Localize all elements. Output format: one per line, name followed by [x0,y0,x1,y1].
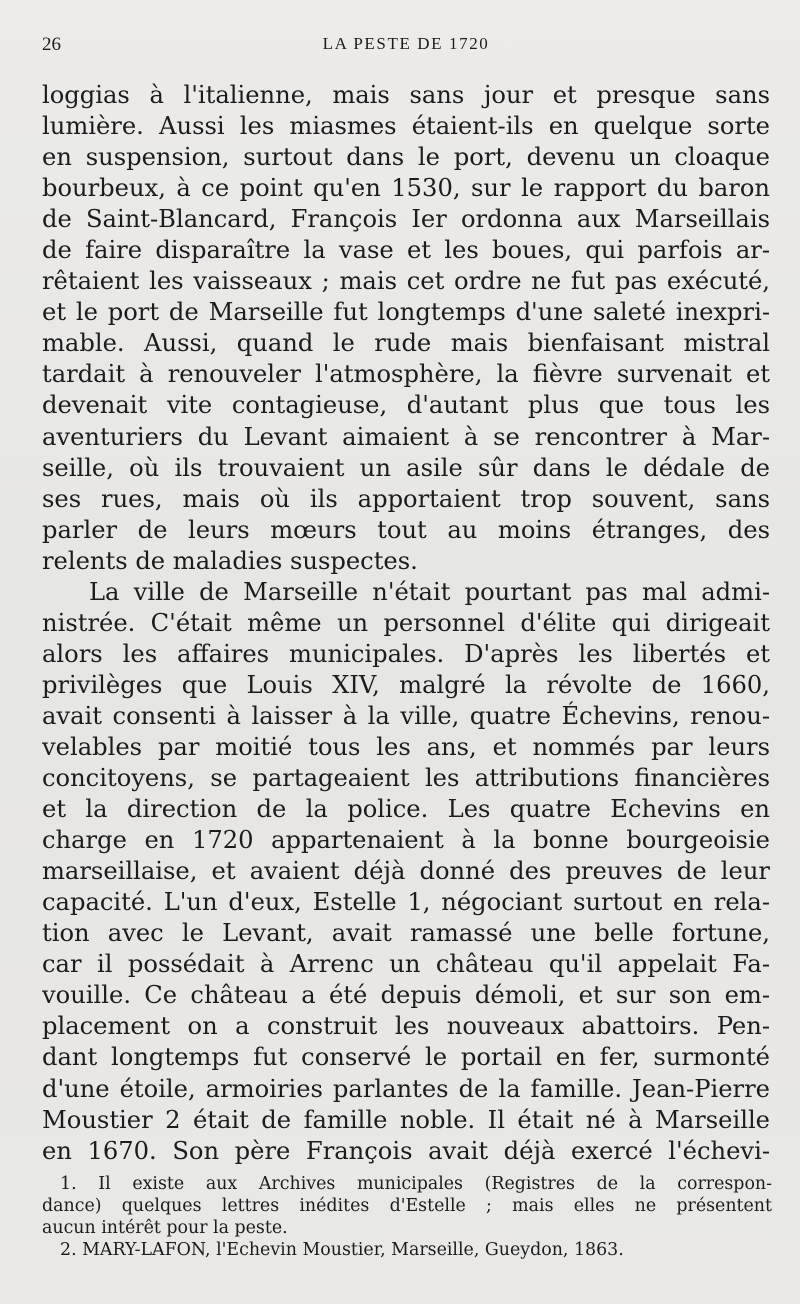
footnote-line: 2. MARY-LAFON, l'Echevin Moustier, Marseille, Gueydon, 1863. [60,1240,624,1260]
text-line: bourbeux, à ce point qu'en 1530, sur le rapport du baron [42,174,770,203]
text-line: de Saint-Blancard, François Ier ordonna aux Marseillais [42,205,770,234]
text-line: La ville de Marseille n'était pourtant pas mal admi- [89,577,770,606]
text-line: concitoyens, se partageaient les attributions financières [42,764,770,793]
text-line: capacité. L'un d'eux, Estelle 1, négociant surtout en rela- [42,888,770,917]
text-line: relents de maladies suspectes. [42,546,418,575]
page-number: 26 [42,34,61,55]
text-line: ses rues, mais où ils apportaient trop souvent, sans [42,484,770,513]
text-line: en 1670. Son père François avait déjà exercé l'échevi- [42,1136,770,1165]
text-line: et le port de Marseille fut longtemps d'une saleté inexpri- [42,298,770,327]
text-line: seille, où ils trouvaient un asile sûr dans le dédale de [42,453,770,482]
text-line: Moustier 2 était de famille noble. Il était né à Marseille [42,1105,770,1134]
running-title: LA PESTE DE 1720 [322,34,490,53]
footnote-line: dance) quelques lettres inédites d'Estelle ; mais elles ne présentent [42,1196,772,1216]
text-line: et la direction de la police. Les quatre Echevins en [42,795,770,824]
text-line: avait consenti à laisser à la ville, quatre Échevins, renou- [42,701,770,730]
text-line: de faire disparaître la vase et les boues, qui parfois ar- [42,236,770,265]
footnotes [42,1173,772,1261]
text-line: vouille. Ce château a été depuis démoli, et sur son em- [42,981,770,1010]
text-line: tion avec le Levant, avait ramassé une belle fortune, [42,919,770,948]
text-line: lumière. Aussi les miasmes étaient-ils en quelque sorte [42,112,770,141]
text-line: tardait à renouveler l'atmosphère, la fièvre survenait et [42,360,770,389]
text-line: placement on a construit les nouveaux abattoirs. Pen- [42,1012,770,1041]
text-line: nistrée. C'était même un personnel d'élite qui dirigeait [42,608,770,637]
text-line: marseillaise, et avaient déjà donné des preuves de leur [42,857,770,886]
text-line: en suspension, surtout dans le port, devenu un cloaque [42,143,770,172]
text-line: devenait vite contagieuse, d'autant plus que tous les [42,391,770,420]
footnote-line: 1. Il existe aux Archives municipales (Registres de la correspon- [60,1174,772,1194]
text-line: charge en 1720 appartenaient à la bonne bourgeoisie [42,826,770,855]
text-line: parler de leurs mœurs tout au moins étranges, des [42,515,770,544]
footnote-line: aucun intérêt pour la peste. [42,1218,288,1238]
text-line: mable. Aussi, quand le rude mais bienfaisant mistral [42,329,770,358]
text-line: privilèges que Louis XIV, malgré la révolte de 1660, [42,670,770,699]
text-line: d'une étoile, armoiries parlantes de la famille. Jean-Pierre [42,1074,770,1103]
text-line: rêtaient les vaisseaux ; mais cet ordre ne fut pas exécuté, [42,267,770,296]
text-line: velables par moitié tous les ans, et nommés par leurs [42,732,770,761]
text-line: dant longtemps fut conservé le portail en fer, surmonté [42,1043,770,1072]
text-line: alors les affaires municipales. D'après les libertés et [42,639,770,668]
text-line: car il possédait à Arrenc un château qu'il appelait Fa- [42,950,770,979]
text-line: aventuriers du Levant aimaient à se rencontrer à Mar- [42,422,770,451]
text-line: loggias à l'italienne, mais sans jour et presque sans [42,81,770,109]
body-text [42,80,770,1167]
page-header [42,34,770,58]
